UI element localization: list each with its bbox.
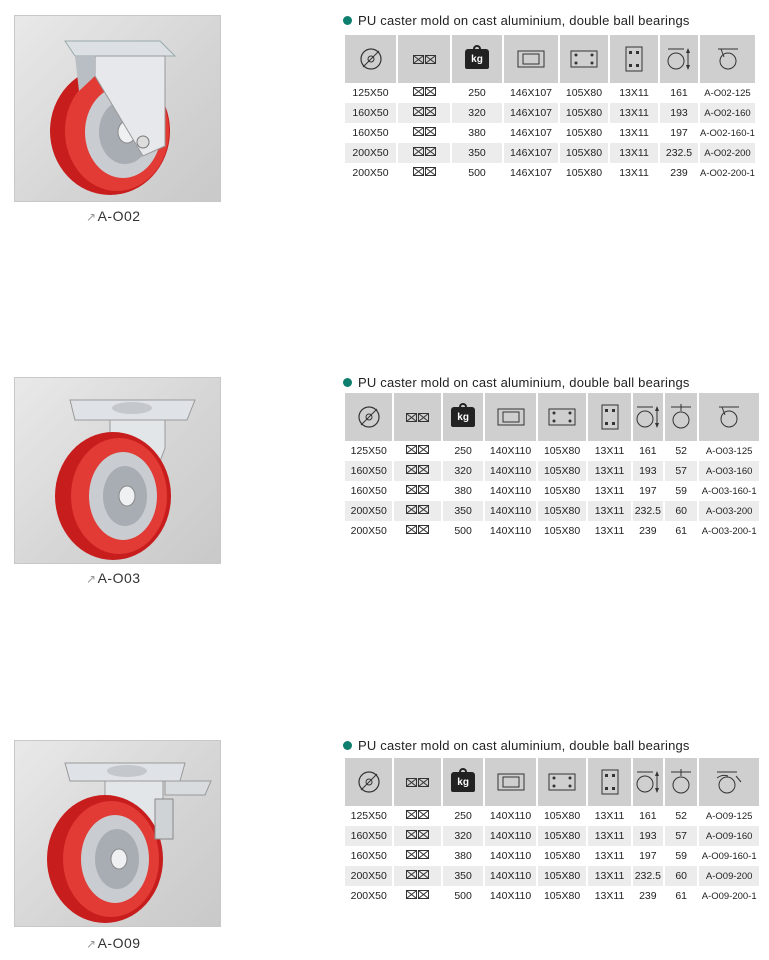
bearing-icon [413, 107, 436, 116]
weight-icon: kg [451, 407, 475, 427]
top-plate-icon [496, 407, 526, 427]
section-heading: PU caster mold on cast aluminium, double ball bearings [343, 13, 690, 28]
table-row [345, 846, 759, 866]
table-cell: 140X110 [484, 521, 537, 541]
table-cell: 146X107 [503, 83, 559, 103]
table-row [345, 521, 759, 541]
table-cell: 13X11 [587, 461, 631, 481]
table-cell: 105X80 [537, 846, 587, 866]
table-cell: 160X50 [345, 826, 393, 846]
product-photo-swivel-caster [14, 377, 221, 564]
bearing-icon [406, 810, 429, 819]
table-cell: 232.5 [632, 501, 664, 521]
table-cell: 140X110 [484, 461, 537, 481]
hole-spacing-header [559, 35, 609, 83]
table-cell: 125X50 [345, 83, 397, 103]
bearing-icon [406, 890, 429, 899]
arrow-icon: ↗ [86, 210, 97, 224]
table-cell: 13X11 [587, 441, 631, 461]
model-header [699, 35, 755, 83]
product-code-label: ↗A-O09 [86, 935, 141, 951]
wheel-diameter-icon [356, 769, 382, 795]
table-header-cell [698, 758, 759, 806]
wheel-diameter-header [345, 35, 397, 83]
table-cell: 57 [664, 826, 698, 846]
bearing-icon [406, 850, 429, 859]
table-cell: 350 [442, 866, 484, 886]
table-cell: 380 [442, 481, 484, 501]
product-code-label: ↗A-O02 [86, 208, 141, 224]
total-height-header [659, 35, 699, 83]
table-row [345, 501, 759, 521]
table-cell: 160X50 [345, 123, 397, 143]
table-cell: 61 [664, 521, 698, 541]
table-cell: 500 [442, 886, 484, 906]
table-cell [393, 846, 441, 866]
table-cell: 140X110 [484, 826, 537, 846]
table-header-cell [587, 758, 631, 806]
table-cell: 60 [664, 866, 698, 886]
table-cell: A-O03-200-1 [698, 521, 759, 541]
table-cell: 52 [664, 441, 698, 461]
load-capacity-header [451, 35, 503, 83]
bearing-icon [413, 87, 436, 96]
bolt-hole-icon [600, 403, 620, 431]
table-header-cell [587, 393, 631, 441]
table-cell: 125X50 [345, 441, 393, 461]
table-cell: 105X80 [537, 461, 587, 481]
bearing-icon [406, 413, 429, 422]
table-cell: A-O03-160 [698, 461, 759, 481]
bullet-icon [343, 378, 352, 387]
total-height-icon [666, 45, 692, 73]
table-cell: 13X11 [587, 501, 631, 521]
table-cell: A-O02-125 [699, 83, 755, 103]
table-cell: A-O02-160 [699, 103, 755, 123]
table-cell: 193 [632, 826, 664, 846]
table-cell [393, 806, 441, 826]
product-photo-brake-caster [14, 740, 221, 927]
product-code-label: ↗A-O03 [86, 570, 141, 586]
table-cell: 60 [664, 501, 698, 521]
table-cell: 250 [442, 806, 484, 826]
table-cell: 13X11 [609, 103, 659, 123]
wheel-width-header [397, 35, 451, 83]
table-cell: 320 [442, 461, 484, 481]
table-cell [393, 461, 441, 481]
table-cell: 105X80 [537, 441, 587, 461]
table-cell: 161 [632, 441, 664, 461]
table-cell [397, 163, 451, 183]
table-cell: 160X50 [345, 481, 393, 501]
table-header-cell [664, 393, 698, 441]
table-header-cell [698, 393, 759, 441]
table-cell: 160X50 [345, 461, 393, 481]
top-plate-icon [516, 49, 546, 69]
table-cell: A-O09-160 [698, 826, 759, 846]
bolt-hole-header [609, 35, 659, 83]
table-cell: 140X110 [484, 806, 537, 826]
hole-spacing-icon [569, 49, 599, 69]
table-cell: 13X11 [609, 143, 659, 163]
table-cell: 250 [442, 441, 484, 461]
table-cell: 200X50 [345, 866, 393, 886]
table-cell: 197 [659, 123, 699, 143]
table-cell: 232.5 [632, 866, 664, 886]
table-cell: A-O02-160-1 [699, 123, 755, 143]
table-cell: 239 [632, 521, 664, 541]
bearing-icon [406, 525, 429, 534]
table-cell: 13X11 [587, 826, 631, 846]
table-cell: 140X110 [484, 846, 537, 866]
table-cell: 350 [451, 143, 503, 163]
section-heading: PU caster mold on cast aluminium, double ball bearings [343, 738, 690, 753]
weight-icon: kg [451, 772, 475, 792]
table-cell [393, 441, 441, 461]
table-cell [393, 521, 441, 541]
table-cell [393, 826, 441, 846]
table-cell: 13X11 [609, 83, 659, 103]
hole-spacing-icon [547, 407, 577, 427]
table-cell: 59 [664, 846, 698, 866]
bolt-hole-icon [600, 768, 620, 796]
bearing-icon [413, 55, 436, 64]
table-cell: 59 [664, 481, 698, 501]
table-cell: 140X110 [484, 866, 537, 886]
table-cell: 200X50 [345, 501, 393, 521]
table-cell: 146X107 [503, 143, 559, 163]
spec-table [345, 758, 759, 906]
table-cell [397, 123, 451, 143]
table-cell: A-O02-200 [699, 143, 755, 163]
table-cell [393, 886, 441, 906]
table-cell: 105X80 [559, 83, 609, 103]
table-header-cell [664, 758, 698, 806]
table-header-cell [537, 758, 587, 806]
bearing-icon [406, 778, 429, 787]
bearing-icon [406, 830, 429, 839]
table-cell: 146X107 [503, 163, 559, 183]
table-cell: 105X80 [537, 886, 587, 906]
table-cell: 161 [659, 83, 699, 103]
brake-caster-icon [714, 768, 744, 796]
hole-spacing-icon [547, 772, 577, 792]
table-cell [393, 481, 441, 501]
table-cell: 500 [442, 521, 484, 541]
table-cell: 193 [632, 461, 664, 481]
table-cell [393, 866, 441, 886]
table-cell: 52 [664, 806, 698, 826]
table-cell: 105X80 [537, 481, 587, 501]
table-cell: 13X11 [587, 481, 631, 501]
table-cell: A-O02-200-1 [699, 163, 755, 183]
table-row [345, 806, 759, 826]
table-cell: 200X50 [345, 521, 393, 541]
table-cell: 13X11 [587, 521, 631, 541]
table-cell: 13X11 [587, 866, 631, 886]
spec-table [345, 393, 759, 541]
table-row [345, 103, 755, 123]
total-height-icon [635, 403, 661, 431]
bullet-icon [343, 741, 352, 750]
table-cell: A-O09-200-1 [698, 886, 759, 906]
table-header-cell [632, 758, 664, 806]
offset-icon [668, 768, 694, 796]
table-cell: 161 [632, 806, 664, 826]
bearing-icon [413, 167, 436, 176]
table-cell [397, 143, 451, 163]
table-cell: A-O09-160-1 [698, 846, 759, 866]
table-cell: 350 [442, 501, 484, 521]
table-row [345, 123, 755, 143]
table-cell: 105X80 [537, 521, 587, 541]
table-cell: 146X107 [503, 103, 559, 123]
table-cell: 125X50 [345, 806, 393, 826]
table-cell: 105X80 [537, 501, 587, 521]
table-cell: 105X80 [559, 103, 609, 123]
table-header-cell [442, 758, 484, 806]
table-header-cell [632, 393, 664, 441]
plate-size-header [503, 35, 559, 83]
table-cell: 105X80 [537, 826, 587, 846]
table-row [345, 866, 759, 886]
table-cell: 13X11 [587, 806, 631, 826]
table-cell: 500 [451, 163, 503, 183]
top-plate-icon [496, 772, 526, 792]
table-cell: 140X110 [484, 481, 537, 501]
table-cell: 105X80 [537, 866, 587, 886]
table-cell: 239 [632, 886, 664, 906]
table-cell: 13X11 [609, 163, 659, 183]
table-cell: 320 [451, 103, 503, 123]
table-header-cell [442, 393, 484, 441]
table-cell: 380 [451, 123, 503, 143]
table-cell [393, 501, 441, 521]
table-cell: 13X11 [587, 846, 631, 866]
table-cell: 105X80 [559, 143, 609, 163]
table-row [345, 461, 759, 481]
table-cell: 140X110 [484, 441, 537, 461]
table-cell: 200X50 [345, 163, 397, 183]
table-row [345, 826, 759, 846]
table-header-cell [393, 758, 441, 806]
fixed-caster-icon [715, 45, 741, 73]
table-cell: 160X50 [345, 846, 393, 866]
table-header-cell [345, 393, 393, 441]
table-cell: 146X107 [503, 123, 559, 143]
table-row [345, 441, 759, 461]
table-cell: 105X80 [559, 123, 609, 143]
table-cell: 250 [451, 83, 503, 103]
table-cell: A-O09-125 [698, 806, 759, 826]
table-row [345, 886, 759, 906]
table-header-cell [537, 393, 587, 441]
table-cell: A-O03-160-1 [698, 481, 759, 501]
bullet-icon [343, 16, 352, 25]
table-cell: A-O03-200 [698, 501, 759, 521]
bearing-icon [406, 465, 429, 474]
bearing-icon [413, 127, 436, 136]
swivel-caster-icon [716, 403, 742, 431]
table-cell: 105X80 [559, 163, 609, 183]
table-cell [397, 83, 451, 103]
table-cell: 105X80 [537, 806, 587, 826]
table-cell [397, 103, 451, 123]
arrow-icon: ↗ [86, 572, 97, 586]
table-header-cell [484, 393, 537, 441]
table-cell: 140X110 [484, 501, 537, 521]
table-cell: 13X11 [609, 123, 659, 143]
table-cell: 140X110 [484, 886, 537, 906]
table-cell: 320 [442, 826, 484, 846]
table-row [345, 143, 755, 163]
section-heading: PU caster mold on cast aluminium, double ball bearings [343, 375, 690, 390]
bearing-icon [406, 445, 429, 454]
table-header-cell [484, 758, 537, 806]
table-cell: 200X50 [345, 143, 397, 163]
table-cell: 160X50 [345, 103, 397, 123]
wheel-diameter-icon [356, 404, 382, 430]
table-cell: 239 [659, 163, 699, 183]
weight-icon: kg [465, 49, 489, 69]
table-cell: 197 [632, 846, 664, 866]
table-cell: 200X50 [345, 886, 393, 906]
table-cell: 380 [442, 846, 484, 866]
product-photo-fixed-caster [14, 15, 221, 202]
table-cell: A-O09-200 [698, 866, 759, 886]
table-cell: 57 [664, 461, 698, 481]
table-cell: A-O03-125 [698, 441, 759, 461]
bearing-icon [406, 485, 429, 494]
total-height-icon [635, 768, 661, 796]
table-row [345, 481, 759, 501]
offset-icon [668, 403, 694, 431]
bolt-hole-icon [624, 45, 644, 73]
spec-table [345, 35, 755, 183]
table-header-cell [393, 393, 441, 441]
bearing-icon [406, 870, 429, 879]
table-cell: 197 [632, 481, 664, 501]
table-row [345, 83, 755, 103]
table-row [345, 163, 755, 183]
arrow-icon: ↗ [86, 937, 97, 951]
table-cell: 193 [659, 103, 699, 123]
table-header-cell [345, 758, 393, 806]
table-cell: 61 [664, 886, 698, 906]
table-cell: 13X11 [587, 886, 631, 906]
table-cell: 232.5 [659, 143, 699, 163]
bearing-icon [406, 505, 429, 514]
wheel-diameter-icon [358, 46, 384, 72]
bearing-icon [413, 147, 436, 156]
